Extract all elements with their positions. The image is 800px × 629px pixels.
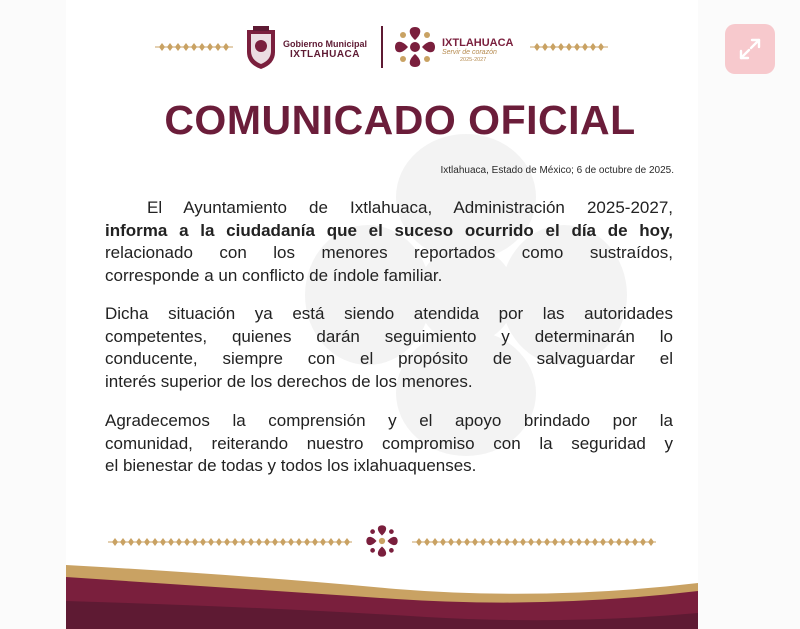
paragraph-3-line-1: Agradecemos la comprensión y el apoyo brindado por la bbox=[105, 411, 673, 430]
expand-arrows-icon bbox=[737, 36, 763, 62]
brand-title: IXTLAHUACA bbox=[442, 37, 514, 49]
paragraph-1-line-2-bold: informa a la ciudadanía que el suceso ocurrido el día de hoy, bbox=[105, 220, 673, 240]
paragraph-2 bbox=[105, 303, 673, 393]
expand-button[interactable] bbox=[725, 24, 775, 74]
brand-tagline: Servir de corazón bbox=[442, 49, 497, 56]
footer-wave-band bbox=[66, 555, 698, 629]
paragraph-2-line-1: Dicha situación ya está siendo atendida por las autoridades bbox=[105, 304, 673, 323]
page-title: COMUNICADO OFICIAL bbox=[164, 97, 636, 143]
paragraph-2-line-4: interés superior de los derechos de los menores. bbox=[105, 371, 473, 391]
date-line: Ixtlahuaca, Estado de México; 6 de octubre de 2025. bbox=[440, 165, 674, 176]
paragraph-1-line-3: relacionado con los menores reportados como sustraídos, bbox=[105, 243, 673, 262]
paragraph-1-line-1: El Ayuntamiento de Ixtlahuaca, Administración 2025-2027, bbox=[147, 198, 673, 217]
paragraph-3 bbox=[105, 410, 673, 478]
paragraph-3-line-2: comunidad, reiterando nuestro compromiso con la seguridad y bbox=[105, 433, 673, 453]
municipal-name-line2: IXTLAHUACA bbox=[290, 49, 360, 60]
paragraph-1-line-4: corresponde a un conflicto de índole familiar. bbox=[105, 265, 443, 285]
header-divider bbox=[381, 26, 383, 68]
footer-ornament-right bbox=[412, 535, 656, 549]
municipal-name-line1: Gobierno Municipal bbox=[283, 39, 368, 49]
footer-ornament-left bbox=[108, 535, 352, 549]
header-ornament-left bbox=[155, 40, 233, 54]
footer-flower-logo-icon bbox=[364, 523, 400, 559]
paragraph-2-line-3: conducente, siempre con el propósito de salvaguardar el bbox=[105, 349, 673, 368]
brand-years: 2025-2027 bbox=[460, 57, 487, 63]
header-ornament-right bbox=[530, 40, 608, 54]
paragraph-1 bbox=[105, 197, 673, 287]
municipal-shield-logo-icon bbox=[243, 24, 279, 70]
paragraph-3-line-3: el bienestar de todas y todos los ixlahuaquenses. bbox=[105, 456, 477, 475]
paragraph-2-line-2: competentes, quienes darán seguimiento y determinarán lo bbox=[105, 326, 673, 346]
heart-flower-logo-icon bbox=[392, 24, 438, 70]
